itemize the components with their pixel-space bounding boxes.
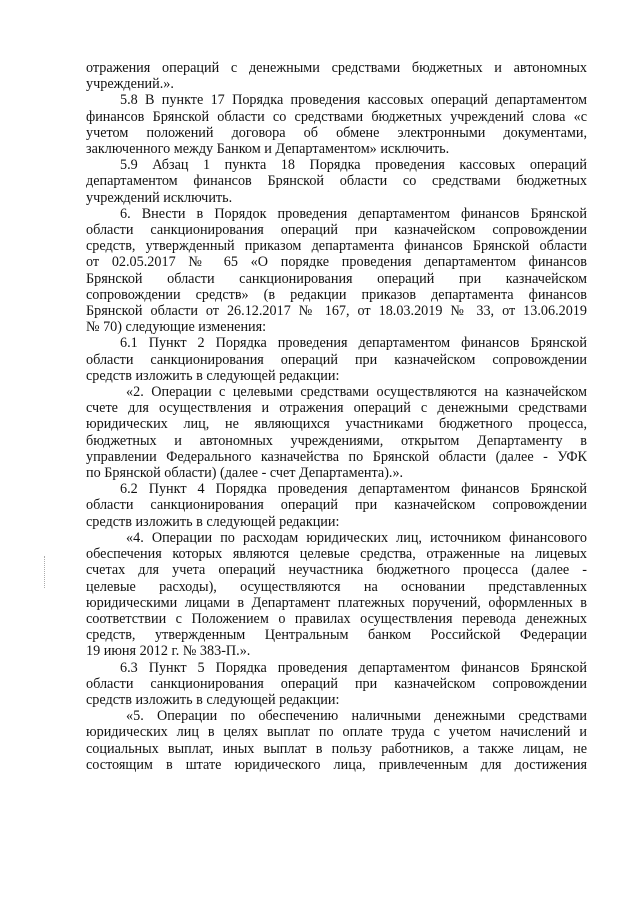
text-line: по Брянской области) (далее - счет Департамента).». bbox=[86, 465, 404, 482]
text-line: 5.8 В пункте 17 Порядка проведения кассовых операций департаментом bbox=[120, 92, 587, 109]
text-line: «5. Операции по обеспечению наличными денежными средствами bbox=[126, 708, 587, 725]
text-line: управлении Федерального казначейства по Брянской области (далее - УФК bbox=[86, 448, 587, 465]
text-line: «4. Операции по расходам юридических лиц, источником финансового bbox=[126, 529, 587, 546]
text-line: бюджетных и автономных учреждениями, открытом Департаменту в bbox=[86, 432, 587, 449]
text-line: области санкционирования операций при казначейском сопровождении bbox=[86, 675, 587, 692]
text-line: 6.1 Пункт 2 Порядка проведения департаментом финансов Брянской bbox=[120, 335, 587, 352]
text-line: средств изложить в следующей редакции: bbox=[86, 691, 340, 708]
text-line: учетом положений договора об обмене электронными документами, bbox=[86, 124, 587, 141]
text-line: 6.3 Пункт 5 Порядка проведения департаментом финансов Брянской bbox=[120, 659, 587, 676]
text-line: состоящим в штате юридического лица, привлеченным для достижения bbox=[86, 756, 587, 773]
paragraph-p7 bbox=[86, 530, 587, 660]
text-line: финансов Брянской области со средствами бюджетных учреждений слова «с bbox=[86, 108, 587, 125]
text-line: целевые расходы), осуществляются на основании представленных bbox=[86, 578, 587, 595]
text-line: области санкционирования операций при казначейском сопровождении bbox=[86, 351, 587, 368]
text-line: заключенного между Банком и Департаментом» исключить. bbox=[86, 141, 450, 158]
text-line: № 70) следующие изменения: bbox=[86, 319, 267, 336]
text-line: юридическими лицами в Департамент платежных поручений, оформленных в bbox=[86, 594, 587, 611]
text-line: Брянской области от 26.12.2017 № 167, от 18.03.2019 № 33, от 13.06.2019 bbox=[86, 303, 587, 320]
paragraph-p1 bbox=[86, 92, 587, 157]
text-line: области санкционирования операций при казначейском сопровождении bbox=[86, 222, 587, 239]
paragraph-p0 bbox=[86, 60, 587, 92]
text-line: области санкционирования операций при казначейском сопровождении bbox=[86, 497, 587, 514]
paragraph-p6 bbox=[86, 481, 587, 530]
text-line: средств изложить в следующей редакции: bbox=[86, 367, 340, 384]
text-line: учреждений исключить. bbox=[86, 189, 233, 206]
text-line: «2. Операции с целевыми средствами осуществляются на казначейском bbox=[126, 384, 587, 401]
paragraph-p5 bbox=[86, 384, 587, 481]
text-line: учреждений.». bbox=[86, 76, 174, 93]
text-line: 6.2 Пункт 4 Порядка проведения департаментом финансов Брянской bbox=[120, 481, 587, 498]
text-line: средств, утвержденный приказом департамента финансов Брянской области bbox=[86, 238, 587, 255]
text-line: юридических лиц в целях выплат по оплате труда с учетом начислений и bbox=[86, 724, 587, 741]
text-line: счетах для учета операций неучастника бюджетного процесса (далее - bbox=[86, 562, 587, 579]
text-line: счете для осуществления и отражения операций с денежными средствами bbox=[86, 400, 587, 417]
text-line: соответствии с Положением о правилах осуществления перевода денежных bbox=[86, 610, 587, 627]
margin-scan-mark bbox=[44, 556, 47, 588]
document-page bbox=[86, 60, 587, 773]
text-line: юридических лиц, не являющихся участниками бюджетного процесса, bbox=[86, 416, 587, 433]
paragraph-p9 bbox=[86, 708, 587, 773]
text-line: средств, утвержденным Центральным банком Российской Федерации bbox=[86, 627, 587, 644]
text-line: департаментом финансов Брянской области со средствами бюджетных bbox=[86, 173, 587, 190]
text-line: сопровождении средств» (в редакции приказов департамента финансов bbox=[86, 286, 587, 303]
text-line: 19 июня 2012 г. № 383-П.». bbox=[86, 643, 251, 660]
paragraph-p2 bbox=[86, 157, 587, 206]
text-line: 6. Внести в Порядок проведения департаментом финансов Брянской bbox=[120, 205, 587, 222]
paragraph-p4 bbox=[86, 335, 587, 384]
paragraph-p8 bbox=[86, 660, 587, 709]
text-line: средств изложить в следующей редакции: bbox=[86, 513, 340, 530]
text-line: Брянской области санкционирования операций при казначейском bbox=[86, 270, 587, 287]
text-line: 5.9 Абзац 1 пункта 18 Порядка проведения кассовых операций bbox=[120, 157, 587, 174]
text-line: социальных выплат, иных выплат в пользу работников, а также лицам, не bbox=[86, 740, 587, 757]
text-line: обеспечения которых являются целевые средства, отраженные на лицевых bbox=[86, 546, 587, 563]
text-line: от 02.05.2017 № 65 «О порядке проведения департаментом финансов bbox=[86, 254, 587, 271]
paragraph-p3 bbox=[86, 206, 587, 336]
text-line: отражения операций с денежными средствами бюджетных и автономных bbox=[86, 60, 587, 76]
